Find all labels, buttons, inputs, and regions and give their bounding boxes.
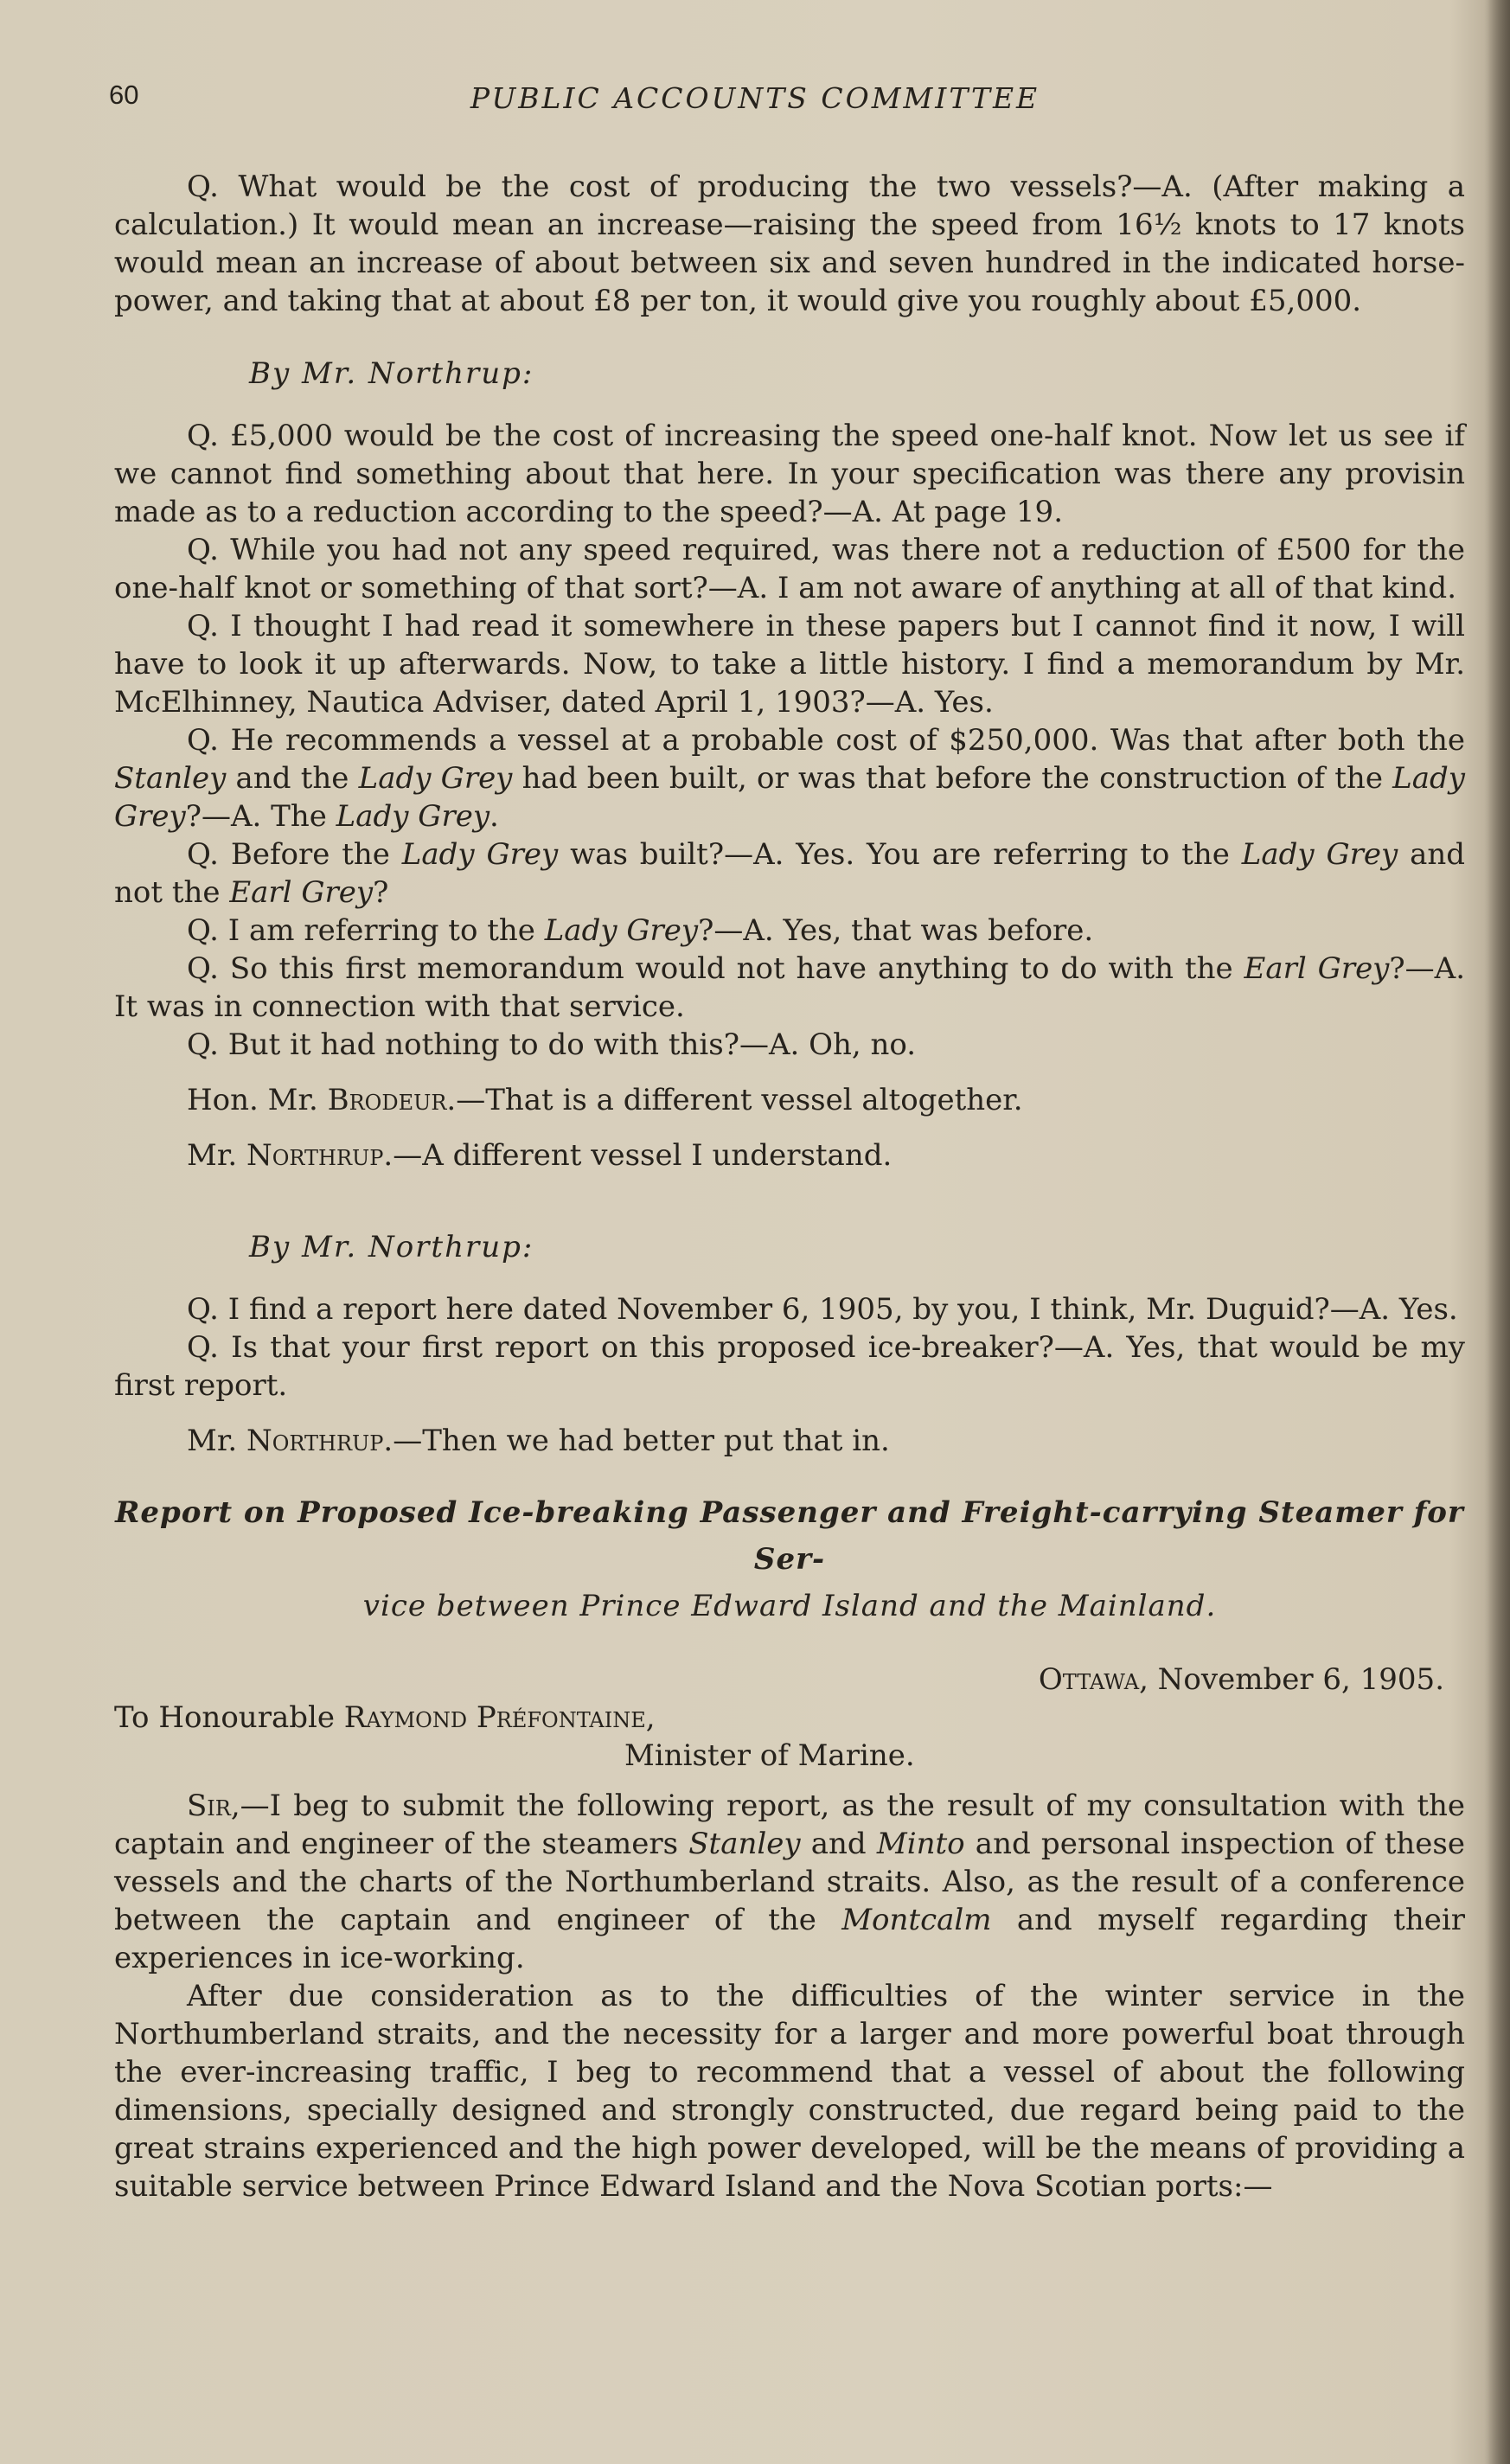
speaker-line <box>114 1422 1465 1460</box>
paragraph: Q. £5,000 would be the cost of increasing the speed one-half knot. Now let us see if we cannot find something about that here. In your specification was there any provisin made as to a reduction according to the speed?—A. At page 19. <box>114 419 1465 529</box>
paragraph: Q. What would be the cost of producing the two vessels?—A. (After making a calculation.) It would mean an increase—raising the speed from 16½ knots to 17 knots would mean an increase of about between six and seven hundred in the indicated horse-power, and taking that at about £8 per ton, it would give you roughly about £5,000. <box>114 170 1465 318</box>
ship-name: Montcalm <box>841 1903 992 1937</box>
speaker-name: Northrup <box>246 1424 384 1458</box>
addressee-name: Raymond Préfontaine <box>343 1700 646 1735</box>
text-run: ?—A. It was in connection with that service. <box>114 951 1465 1024</box>
addressee-title: Minister of Marine. <box>624 1738 915 1773</box>
text-run: Q. He recommends a vessel at a probable cost of $250,000. Was that after both the <box>187 723 1465 758</box>
text-run: ?—A. The <box>185 799 336 834</box>
text-run: Q. Before the <box>187 837 402 872</box>
text-run: .—A different vessel I understand. <box>383 1138 893 1173</box>
ship-name: Stanley <box>114 761 227 796</box>
paragraph <box>114 721 1465 835</box>
running-head: PUBLIC ACCOUNTS COMMITTEE <box>470 81 1040 115</box>
paragraph <box>114 835 1465 912</box>
paragraph <box>114 950 1465 1026</box>
text-run: and the <box>226 761 359 796</box>
paragraph: Q. Is that your first report on this proposed ice-breaker?—A. Yes, that would be my first report. <box>114 1330 1465 1403</box>
text-run: and <box>800 1827 877 1861</box>
ship-name: Lady Grey <box>1241 837 1398 872</box>
text-run: . <box>489 799 499 834</box>
text-run: and not the <box>114 837 1466 910</box>
text-run: ?—A. Yes, that was before. <box>698 913 1094 948</box>
report-title <box>114 1489 1465 1629</box>
text-run: and myself regarding their experiences in ice-working. <box>114 1903 1465 1975</box>
speaker-line <box>114 1136 1465 1174</box>
ship-name: Lady Grey <box>544 913 699 948</box>
ship-name: Stanley <box>688 1827 801 1861</box>
ship-name: Lady Grey <box>358 761 513 796</box>
date-text: , November 6, 1905. <box>1139 1662 1444 1697</box>
ship-name: Lady Grey <box>401 837 559 872</box>
page-header <box>0 80 1510 123</box>
paragraph: Q. I thought I had read it somewhere in these papers but I cannot find it now, I will have to look it up afterwards. Now, to take a little history. I find a memorandum by Mr. McElhinney, Nautica Adviser, dated April 1, 1903?—A. Yes. <box>114 609 1465 720</box>
ship-name: Lady Grey <box>336 799 490 834</box>
paragraph <box>114 912 1465 950</box>
text-run: , <box>645 1700 656 1735</box>
ship-name: Lady Grey <box>114 761 1465 834</box>
text-run: was built?—A. Yes. You are referring to the <box>558 837 1242 872</box>
text-run: To Honourable <box>114 1700 344 1735</box>
paragraph: Q. While you had not any speed required, was there not a reduction of £500 for the one-half knot or something of that sort?—A. I am not aware of anything at all of that kind. <box>114 533 1465 605</box>
ship-name: Earl Grey <box>1244 951 1390 986</box>
ship-name: Minto <box>876 1827 965 1861</box>
byline: By Mr. Northrup: <box>249 1230 534 1264</box>
byline: By Mr. Northrup: <box>249 356 534 391</box>
text-run: .—Then we had better put that in. <box>383 1424 890 1458</box>
text-run: Hon. Mr. <box>187 1083 328 1117</box>
report-title-line: Report on Proposed Ice-breaking Passenger and Freight-carrying Steamer for Ser- <box>115 1495 1464 1577</box>
speaker-line <box>114 1081 1465 1119</box>
page-number: 60 <box>109 80 139 110</box>
text-run: .—That is a different vessel altogether. <box>446 1083 1023 1117</box>
salutation: Sir <box>187 1789 231 1823</box>
ship-name: Earl Grey <box>229 875 374 910</box>
text-run: Q. I am referring to the <box>187 913 545 948</box>
text-run: Mr. <box>187 1138 246 1173</box>
report-title-line: vice between Prince Edward Island and the Mainland. <box>362 1589 1217 1623</box>
paragraph: Q. I find a report here dated November 6, 1905, by you, I think, Mr. Duguid?—A. Yes. <box>187 1292 1458 1327</box>
addressee <box>114 1699 1465 1737</box>
text-run: Mr. <box>187 1424 246 1458</box>
paragraph <box>114 1787 1465 1977</box>
paragraph: After due consideration as to the difficulties of the winter service in the Northumberland straits, and the necessity for a larger and more powerful boat through the ever-increasing traffic, I beg to recommend that a vessel of about the following dimensions, specially designed and strongly constructed, due regard being paid to the great strains experienced and the high power developed, will be the means of providing a suitable service between Prince Edward Island and the Nova Scotian ports:— <box>114 1979 1465 2204</box>
text-run: had been built, or was that before the construction of the <box>512 761 1393 796</box>
text-run: ? <box>373 875 389 910</box>
place-name: Ottawa <box>1038 1662 1140 1697</box>
text-run: ,—I beg to submit the following report, as the result of my consultation with the captain and engineer of the steamers <box>114 1789 1465 1861</box>
dateline <box>114 1661 1465 1699</box>
paragraph: Q. But it had nothing to do with this?—A. Oh, no. <box>187 1027 917 1062</box>
speaker-name: Brodeur <box>327 1083 447 1117</box>
text-run: and personal inspection of these vessels and the charts of the Northumberland straits. Also, as the result of a conference between the captain and engineer of the <box>114 1827 1465 1937</box>
page-body <box>114 168 1465 2205</box>
text-run: Q. So this first memorandum would not have anything to do with the <box>187 951 1244 986</box>
speaker-name: Northrup <box>246 1138 384 1173</box>
